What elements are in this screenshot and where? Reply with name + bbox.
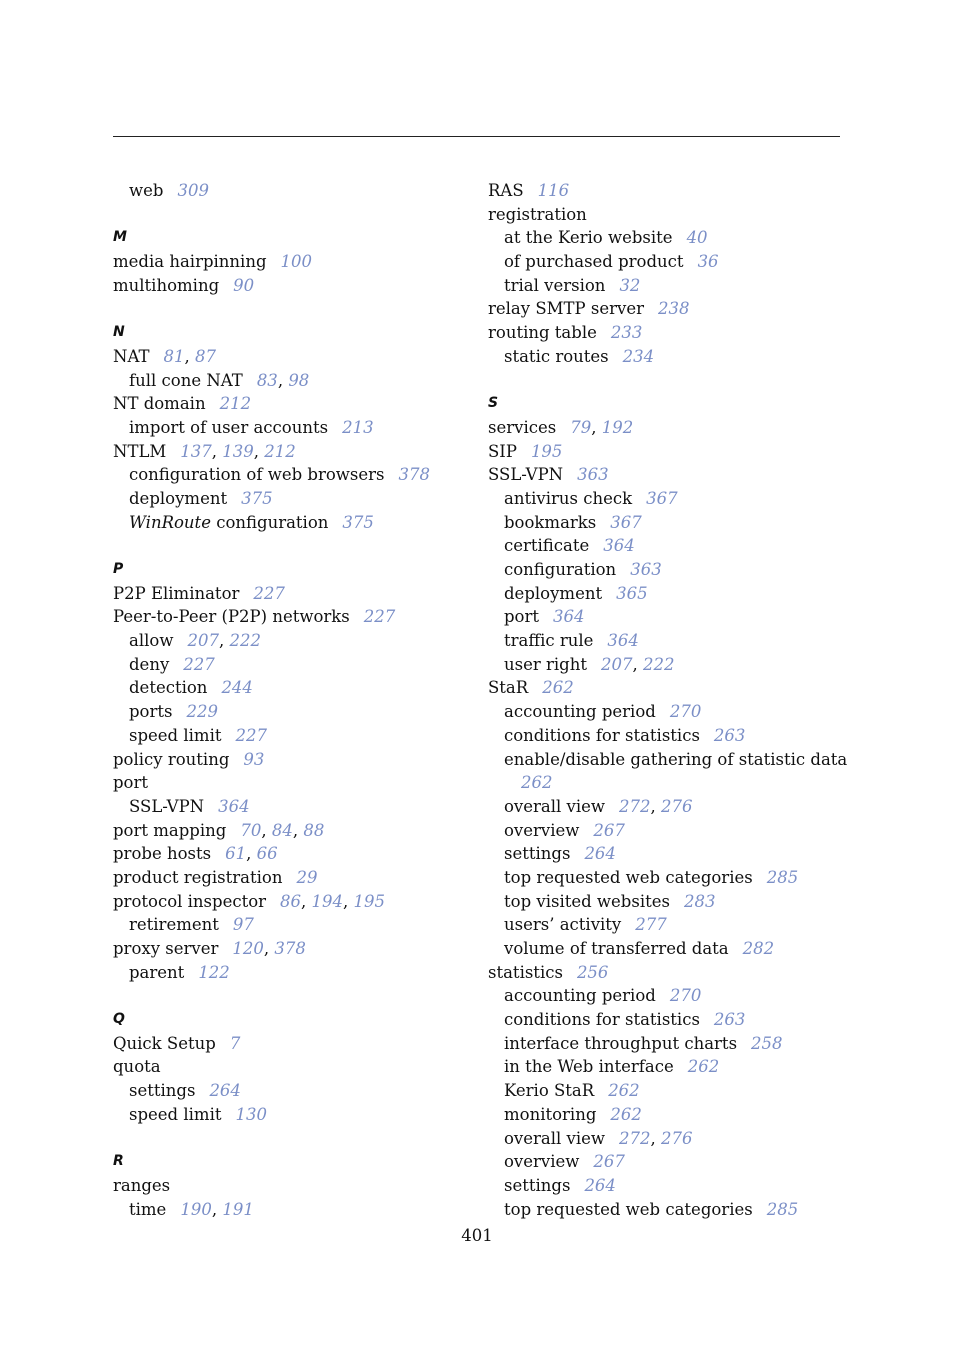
page-link[interactable]: 32 <box>619 275 641 295</box>
blank-line <box>113 203 463 227</box>
index-letter-heading: P <box>113 561 124 577</box>
page-link[interactable]: 90 <box>233 275 255 295</box>
entry-term: Peer-to-Peer (P2P) networks <box>113 607 350 627</box>
page-link[interactable]: 272 <box>619 796 651 816</box>
page-link[interactable]: 367 <box>646 488 678 508</box>
index-subentry <box>488 1174 838 1198</box>
page-link[interactable]: 264 <box>209 1081 241 1101</box>
page-link[interactable]: 120 <box>232 939 264 958</box>
entry-term: settings <box>129 1081 196 1101</box>
entry-term: Kerio StaR <box>504 1081 595 1101</box>
page-link[interactable]: 364 <box>553 607 585 627</box>
index-letter-heading: R <box>113 1153 124 1170</box>
page-link[interactable]: 194 <box>311 891 344 911</box>
entry-term: trial version <box>504 275 606 295</box>
index-subentry <box>113 629 463 653</box>
index-letter-heading: Q <box>113 1011 125 1028</box>
entry-term: settings <box>504 1175 571 1195</box>
index-entry <box>488 440 838 464</box>
index-subentry <box>488 842 838 866</box>
page-link[interactable]: 282 <box>742 939 775 958</box>
page-separator: , <box>292 820 304 840</box>
page-link[interactable]: 309 <box>177 181 209 200</box>
page-link[interactable]: 190 <box>180 1199 212 1219</box>
index-entry <box>113 345 463 369</box>
page-link[interactable]: 222 <box>229 631 261 651</box>
page-separator: , <box>277 370 289 390</box>
index-letter-heading: N <box>113 324 125 341</box>
page-link[interactable]: 234 <box>622 346 655 366</box>
entry-term: conditions for statistics <box>504 1010 700 1030</box>
page-separator: , <box>184 346 195 366</box>
page-separator: , <box>211 1199 223 1219</box>
entry-term: NTLM <box>113 441 167 461</box>
entry-term: web <box>129 181 164 200</box>
entry-term: port <box>113 773 149 793</box>
index-subentry <box>488 653 838 677</box>
index-entry <box>113 250 463 274</box>
entry-term: protocol inspector <box>113 891 267 911</box>
page-link[interactable]: 195 <box>530 441 563 461</box>
index-entry <box>488 297 838 321</box>
blank-line <box>113 297 463 321</box>
index-subentry <box>113 1079 463 1103</box>
entry-term: top requested web categories <box>504 1199 753 1219</box>
page-link[interactable]: 70 <box>240 820 262 840</box>
entry-term: routing table <box>488 323 597 343</box>
page-link[interactable]: 222 <box>642 654 675 674</box>
page-link[interactable]: 233 <box>610 323 643 343</box>
index-subentry <box>488 890 838 914</box>
page-link[interactable]: 66 <box>256 844 278 864</box>
entry-term: interface throughput charts <box>504 1033 738 1053</box>
entry-term: overview <box>504 1152 580 1172</box>
entry-term: configuration <box>210 512 329 532</box>
entry-term: static routes <box>504 346 609 366</box>
blank-line <box>113 984 463 1008</box>
page-separator: , <box>246 844 257 864</box>
page-separator: , <box>301 891 312 911</box>
page-link[interactable]: 191 <box>222 1199 254 1219</box>
page-link[interactable]: 36 <box>697 252 719 272</box>
entry-term: at the Kerio website <box>504 228 673 248</box>
index-column-right <box>488 179 848 1221</box>
page-link[interactable]: 378 <box>274 939 306 958</box>
entry-term: configuration <box>504 560 617 579</box>
entry-term: detection <box>129 678 208 698</box>
index-subentry <box>488 795 838 819</box>
entry-term: services <box>488 417 557 437</box>
index-entry <box>113 890 463 914</box>
entry-term: quota <box>113 1057 161 1077</box>
index-subentry <box>113 700 463 724</box>
entry-term: SSL-VPN <box>488 465 564 485</box>
page-link[interactable]: 263 <box>713 725 746 745</box>
index-subentry <box>488 582 838 606</box>
entry-term: full cone NAT <box>129 370 243 390</box>
entry-term: deployment <box>129 488 228 508</box>
page-link[interactable]: 363 <box>577 465 609 485</box>
page-link[interactable]: 285 <box>766 867 799 887</box>
page-link[interactable]: 227 <box>183 654 215 674</box>
blank-line <box>113 534 463 558</box>
entry-term: speed limit <box>129 725 222 745</box>
index-subentry <box>488 1079 838 1103</box>
page-link[interactable]: 227 <box>235 725 267 745</box>
index-subentry <box>488 1150 838 1174</box>
entry-term: accounting period <box>504 986 656 1006</box>
index-entry <box>113 582 463 606</box>
page-separator: , <box>261 820 272 840</box>
index-subentry <box>113 369 463 393</box>
index-subentry <box>488 700 838 724</box>
page-link[interactable]: 258 <box>751 1033 783 1053</box>
page-link[interactable]: 207 <box>187 631 219 651</box>
index-subentry <box>488 937 838 961</box>
page-link[interactable]: 100 <box>280 252 313 272</box>
entry-term: top requested web categories <box>504 867 753 887</box>
page-link[interactable]: 270 <box>669 702 702 722</box>
index-entry <box>113 748 463 772</box>
index-entry <box>488 321 838 345</box>
index-subentry <box>113 961 463 985</box>
index-subentry <box>488 629 838 653</box>
page-link[interactable]: 277 <box>635 915 667 935</box>
page-link[interactable]: 264 <box>584 1175 616 1195</box>
index-subentry <box>488 1008 838 1032</box>
entry-term: in the Web interface <box>504 1057 674 1077</box>
entry-term: port mapping <box>113 820 227 840</box>
entry-term: NAT <box>113 346 150 366</box>
page-link[interactable]: 116 <box>537 181 570 200</box>
entry-term: product registration <box>113 867 283 887</box>
index-entry <box>113 1055 463 1079</box>
page-link[interactable]: 263 <box>713 1010 746 1030</box>
page-separator: , <box>253 441 265 461</box>
page-link[interactable]: 79 <box>570 417 592 437</box>
entry-term: allow <box>129 631 174 651</box>
page-link[interactable]: 364 <box>603 536 635 556</box>
index-subentry <box>488 913 838 937</box>
page-link[interactable]: 238 <box>657 299 690 319</box>
page-link[interactable]: 227 <box>363 607 396 627</box>
page-link[interactable]: 139 <box>222 441 254 461</box>
index-subentry <box>488 866 838 890</box>
page-separator: , <box>218 631 230 651</box>
index-subentry <box>488 1127 838 1151</box>
index-subentry <box>488 748 848 772</box>
page-separator: , <box>650 796 662 816</box>
page-link[interactable]: 7 <box>229 1033 241 1053</box>
index-subentry <box>488 487 838 511</box>
entry-term: overview <box>504 820 580 840</box>
index-subentry <box>488 1198 838 1222</box>
entry-term: overall view <box>504 796 606 816</box>
entry-term-italic: WinRoute <box>129 512 211 532</box>
index-subentry <box>488 605 838 629</box>
entry-term: enable/disable gathering of statistic data <box>504 749 848 769</box>
page-link[interactable]: 212 <box>219 394 252 414</box>
index-subentry <box>488 819 838 843</box>
entry-term: deny <box>129 654 170 674</box>
entry-term: relay SMTP server <box>488 299 644 319</box>
index-entry <box>113 771 463 795</box>
index-subentry <box>113 511 463 535</box>
page-link[interactable]: 192 <box>601 417 634 437</box>
entry-term: top visited websites <box>504 891 670 911</box>
page-link[interactable]: 207 <box>600 654 633 674</box>
page-link[interactable]: 227 <box>253 583 285 603</box>
entry-term: multihoming <box>113 275 220 295</box>
entry-term: port <box>504 607 540 627</box>
page-separator: , <box>591 417 602 437</box>
index-column-left <box>113 179 463 1221</box>
index-entry <box>113 605 463 629</box>
entry-term: import of user accounts <box>129 417 329 437</box>
index-subentry <box>488 345 838 369</box>
entry-term: P2P Eliminator <box>113 583 240 603</box>
entry-term: overall view <box>504 1128 606 1148</box>
entry-term: ranges <box>113 1175 171 1195</box>
page-link[interactable]: 262 <box>542 678 574 698</box>
page-link[interactable]: 365 <box>616 583 648 603</box>
page-link[interactable]: 256 <box>576 962 609 982</box>
index-letter-heading: S <box>488 395 499 412</box>
page-link[interactable]: 264 <box>584 844 616 864</box>
page-link[interactable]: 285 <box>766 1199 799 1219</box>
index-entry <box>113 866 463 890</box>
page-separator: , <box>211 441 223 461</box>
index-subentry <box>113 463 463 487</box>
index-subentry <box>113 416 463 440</box>
page-link[interactable]: 262 <box>608 1081 640 1101</box>
page-link[interactable]: 98 <box>288 370 310 390</box>
index-subentry <box>488 771 838 795</box>
index-subentry <box>488 724 838 748</box>
entry-term: certificate <box>504 536 590 556</box>
entry-term: user right <box>504 654 587 674</box>
page-link[interactable]: 88 <box>303 820 325 840</box>
entry-term: statistics <box>488 962 563 982</box>
page-link[interactable]: 267 <box>593 1152 625 1172</box>
entry-term: parent <box>129 962 185 982</box>
index-entry <box>488 463 838 487</box>
entry-term: users’ activity <box>504 915 622 935</box>
entry-term: proxy server <box>113 939 219 958</box>
index-subentry <box>488 558 838 582</box>
page-link[interactable]: 87 <box>194 346 216 366</box>
index-subentry <box>488 984 838 1008</box>
page-link[interactable]: 137 <box>180 441 212 461</box>
entry-term: registration <box>488 204 587 224</box>
index-entry <box>113 440 463 464</box>
page-link[interactable]: 262 <box>521 773 553 793</box>
index-subentry <box>113 487 463 511</box>
page-link[interactable]: 229 <box>186 702 218 722</box>
blank-line <box>488 369 838 393</box>
index-entry <box>113 1174 463 1198</box>
index-subentry <box>113 913 463 937</box>
index-entry <box>113 392 463 416</box>
page-link[interactable]: 212 <box>264 441 296 461</box>
index-entry <box>488 416 838 440</box>
entry-term: settings <box>504 844 571 864</box>
page-separator: , <box>263 939 275 958</box>
page-link[interactable]: 195 <box>353 891 386 911</box>
page-link[interactable]: 378 <box>398 465 431 485</box>
page-link[interactable]: 83 <box>256 370 278 390</box>
index-subentry <box>113 795 463 819</box>
page-link[interactable]: 130 <box>235 1104 267 1124</box>
entry-term: NT domain <box>113 394 206 414</box>
page-link[interactable]: 262 <box>687 1057 720 1077</box>
index-entry <box>488 961 838 985</box>
entry-term: traffic rule <box>504 631 594 651</box>
page-link[interactable]: 97 <box>232 915 254 935</box>
index-subentry <box>488 274 838 298</box>
index-subentry <box>113 676 463 700</box>
page-link[interactable]: 61 <box>225 844 247 864</box>
entry-term: probe hosts <box>113 844 212 864</box>
page-link[interactable]: 86 <box>280 891 302 911</box>
entry-term: Quick Setup <box>113 1033 216 1053</box>
entry-term: RAS <box>488 181 524 200</box>
page-link[interactable]: 276 <box>661 1128 693 1148</box>
page-link[interactable]: 375 <box>241 488 273 508</box>
page-link[interactable]: 40 <box>686 228 708 248</box>
index-entry <box>113 842 463 866</box>
page-link[interactable]: 363 <box>630 560 662 579</box>
index-subentry <box>488 534 838 558</box>
entry-term: speed limit <box>129 1104 222 1124</box>
index-entry <box>488 676 838 700</box>
entry-term: SIP <box>488 441 517 461</box>
entry-term: configuration of web browsers <box>129 465 385 485</box>
index-subentry <box>488 250 838 274</box>
page-link[interactable]: 84 <box>271 820 293 840</box>
entry-term: time <box>129 1199 167 1219</box>
index-entry <box>113 819 463 843</box>
blank-line <box>113 1127 463 1151</box>
page-link[interactable]: 367 <box>610 512 642 532</box>
page-link[interactable]: 267 <box>593 820 625 840</box>
page-link[interactable]: 364 <box>218 796 250 816</box>
entry-term: bookmarks <box>504 512 597 532</box>
index-letter-heading: M <box>113 229 127 246</box>
page-link[interactable]: 244 <box>221 678 253 698</box>
index-subentry <box>113 724 463 748</box>
page-link[interactable]: 283 <box>683 891 716 911</box>
page-separator: , <box>650 1128 662 1148</box>
index-entry <box>113 937 463 961</box>
page-number: 401 <box>461 1226 493 1245</box>
index-entry <box>488 179 838 203</box>
page-link[interactable]: 213 <box>342 417 374 437</box>
page-link[interactable]: 29 <box>296 867 318 887</box>
entry-term: volume of transferred data <box>504 939 729 958</box>
entry-term: deployment <box>504 583 603 603</box>
index-subentry <box>488 511 838 535</box>
page-link[interactable]: 122 <box>198 962 230 982</box>
page-link[interactable]: 272 <box>619 1128 651 1148</box>
index-subentry <box>113 1198 463 1222</box>
page-separator: , <box>343 891 354 911</box>
page-link[interactable]: 375 <box>342 512 374 532</box>
page-separator: , <box>632 654 643 674</box>
index-subentry <box>113 653 463 677</box>
index-subentry <box>488 1032 838 1056</box>
entry-term: SSL-VPN <box>129 796 205 816</box>
header-rule <box>113 136 840 137</box>
index-entry <box>488 203 838 227</box>
entry-term: policy routing <box>113 749 230 769</box>
index-entry <box>113 274 463 298</box>
entry-term: of purchased product <box>504 252 684 272</box>
index-subentry <box>113 1103 463 1127</box>
index-subentry <box>488 1103 838 1127</box>
index-subentry <box>113 179 463 203</box>
page-link[interactable]: 81 <box>163 346 185 366</box>
index-entry <box>113 1032 463 1056</box>
index-subentry <box>488 1055 838 1079</box>
entry-term: StaR <box>488 678 529 698</box>
index-subentry <box>488 226 838 250</box>
page-link[interactable]: 364 <box>607 631 639 651</box>
entry-term: media hairpinning <box>113 252 267 272</box>
entry-term: accounting period <box>504 702 656 722</box>
entry-term: monitoring <box>504 1104 597 1124</box>
entry-term: antivirus check <box>504 488 633 508</box>
page-link[interactable]: 262 <box>610 1104 642 1124</box>
entry-term: ports <box>129 702 173 722</box>
entry-term: conditions for statistics <box>504 725 700 745</box>
page-link[interactable]: 93 <box>243 749 265 769</box>
page-link[interactable]: 276 <box>661 796 693 816</box>
page-link[interactable]: 270 <box>669 986 702 1006</box>
entry-term: retirement <box>129 915 219 935</box>
